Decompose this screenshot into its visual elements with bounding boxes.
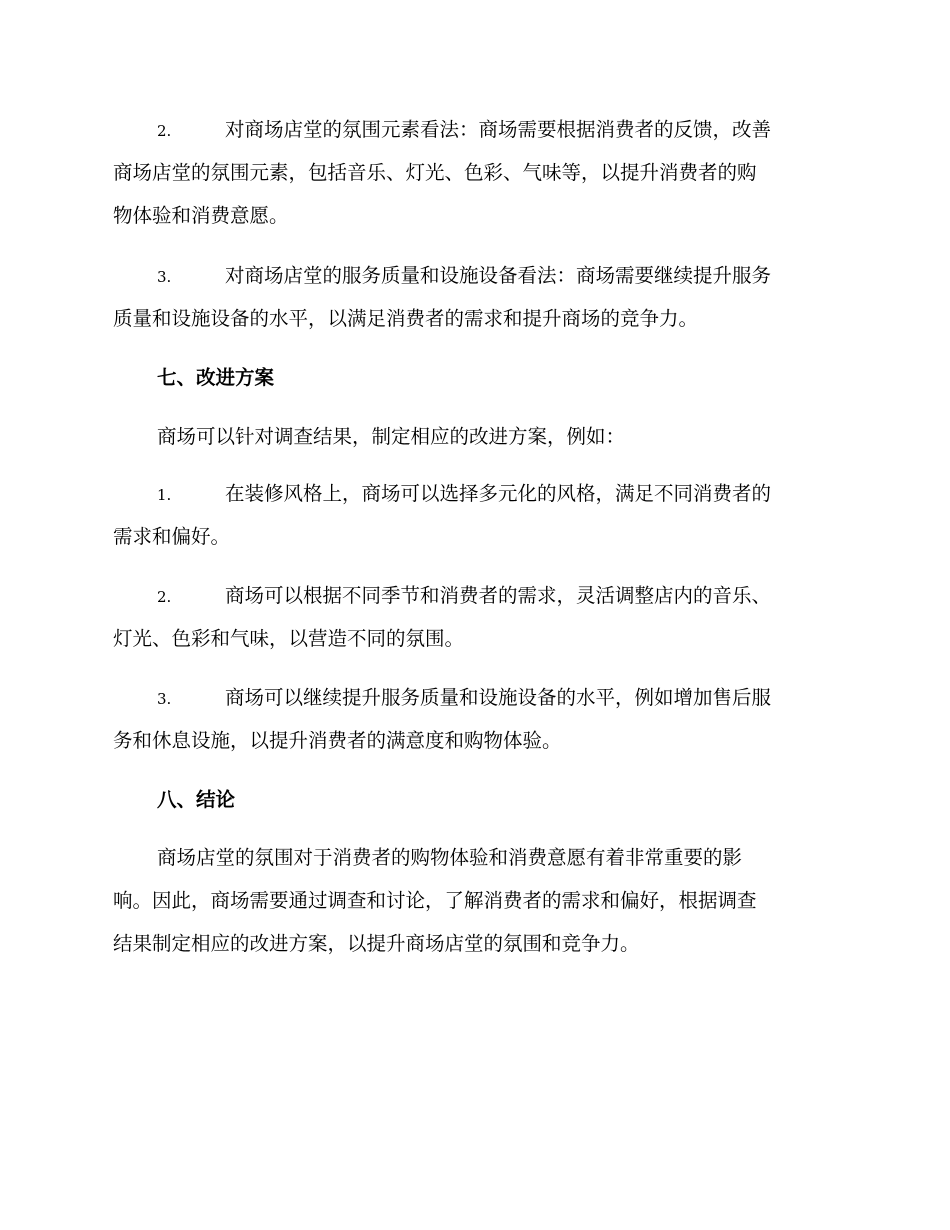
- list-item: [113, 108, 837, 237]
- list-text-line: 商场可以根据不同季节和消费者的需求，灵活调整店内的音乐、: [225, 584, 772, 607]
- paragraph-text-line: 结果制定相应的改进方案，以提升商场店堂的氛围和竞争力。: [113, 932, 640, 955]
- list-number: 2.: [157, 588, 172, 606]
- list-text-line: 对商场店堂的氛围元素看法：商场需要根据消费者的反馈，改善: [225, 118, 772, 141]
- paragraph-text-line: 商场可以针对调查结果，制定相应的改进方案，例如：: [157, 425, 626, 448]
- list-item: [113, 254, 837, 340]
- section-heading: 七、改进方案: [157, 366, 275, 389]
- section-heading: 八、结论: [157, 788, 236, 811]
- list-item: [113, 574, 837, 660]
- list-text-line: 商场可以继续提升服务质量和设施设备的水平，例如增加售后服: [225, 686, 772, 709]
- list-text-line: 灯光、色彩和气味，以营造不同的氛围。: [113, 627, 465, 650]
- list-number: 1.: [157, 486, 172, 504]
- list-text-line: 对商场店堂的服务质量和设施设备看法：商场需要继续提升服务: [225, 264, 772, 287]
- list-text-line: 在装修风格上，商场可以选择多元化的风格，满足不同消费者的: [225, 482, 772, 505]
- list-number: 3.: [157, 268, 172, 286]
- list-text-line: 务和休息设施，以提升消费者的满意度和购物体验。: [113, 729, 562, 752]
- list-text-line: 商场店堂的氛围元素，包括音乐、灯光、色彩、气味等，以提升消费者的购: [113, 161, 757, 184]
- list-number: 2.: [157, 122, 172, 140]
- list-number: 3.: [157, 690, 172, 708]
- list-text-line: 质量和设施设备的水平，以满足消费者的需求和提升商场的竞争力。: [113, 307, 699, 330]
- list-text-line: 需求和偏好。: [113, 525, 231, 548]
- paragraph: [113, 415, 837, 458]
- list-item: [113, 472, 837, 558]
- list-text-line: 物体验和消费意愿。: [113, 204, 289, 227]
- list-item: [113, 676, 837, 762]
- paragraph-text-line: 响。因此，商场需要通过调查和讨论，了解消费者的需求和偏好，根据调查: [113, 889, 757, 912]
- paragraph-text-line: 商场店堂的氛围对于消费者的购物体验和消费意愿有着非常重要的影: [157, 846, 743, 869]
- paragraph: [113, 836, 837, 965]
